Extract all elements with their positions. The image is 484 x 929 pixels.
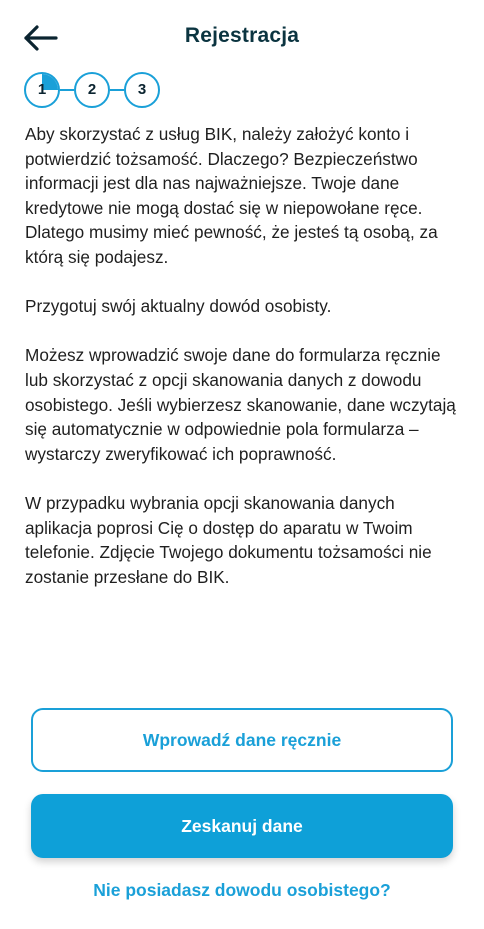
step-3-label: 3	[137, 81, 147, 98]
manual-entry-button[interactable]: Wprowadź dane ręcznie	[31, 708, 453, 772]
info-paragraph-why: Aby skorzystać z usług BIK, należy założyć konto i potwierdzić tożsamość. Dlaczego? Bezpieczeństwo informacji jest dla nas najważniejsze. Twoje dane kredytowe nie mogą dostać się w niepowołane ręce. Dlatego musimy mieć pewność, że jesteś tą osobą, za którą się podajesz.	[25, 124, 438, 267]
page-title: Rejestracja	[184, 24, 300, 47]
registration-info	[25, 122, 464, 614]
registration-stepper	[24, 72, 164, 112]
step-2-label: 2	[87, 81, 97, 98]
info-paragraph-prepare: Przygotuj swój aktualny dowód osobisty.	[25, 296, 332, 317]
step-3-indicator	[124, 72, 160, 108]
info-paragraph-camera: W przypadku wybrania opcji skanowania danych aplikacja poprosi Cię o dostęp do aparatu w Twoim telefonie. Zdjęcie Twojego dokumentu tożsamości nie zostanie przesłane do BIK.	[25, 492, 432, 587]
step-1-label: 1	[37, 81, 47, 98]
step-connector	[60, 89, 74, 91]
scan-data-button[interactable]: Zeskanuj dane	[31, 794, 453, 858]
step-2-indicator	[74, 72, 110, 108]
step-1-indicator	[24, 72, 60, 108]
app-header	[0, 0, 484, 76]
step-connector	[110, 89, 124, 91]
no-id-card-link[interactable]: Nie posiadasz dowodu osobistego?	[93, 880, 391, 900]
info-paragraph-options: Możesz wprowadzić swoje dane do formularza ręcznie lub skorzystać z opcji skanowania danych z dowodu osobistego. Jeśli wybierzesz skanowanie, dane wczytają się automatycznie w odpowiednie pola formularza – wystarczy zweryfikować ich poprawność.	[25, 345, 456, 464]
